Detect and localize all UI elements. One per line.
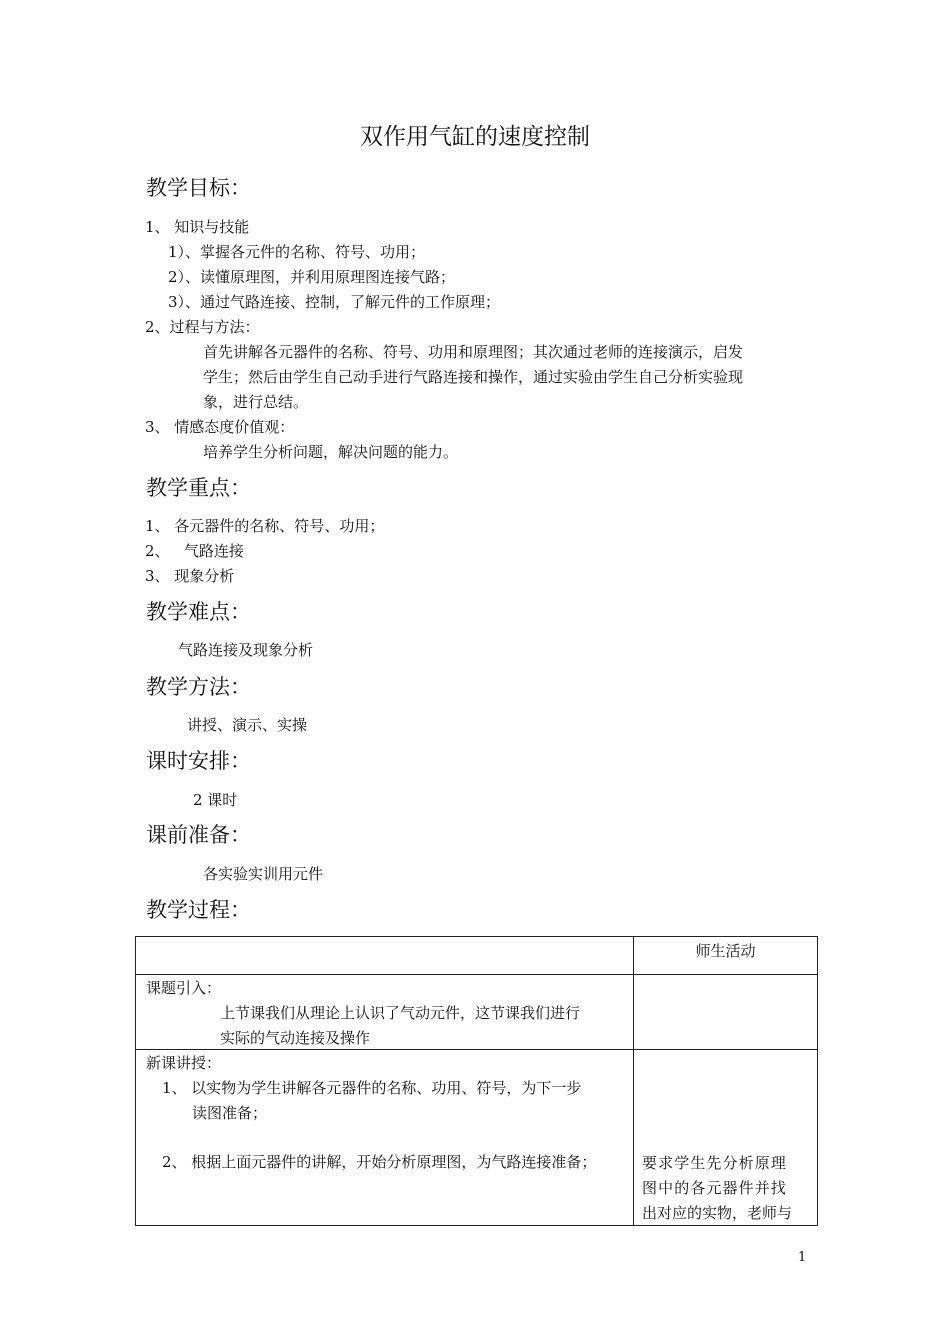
page-title: 双作用气缸的速度控制 (360, 124, 590, 150)
intro-line: 上节课我们从理论上认识了气动元件，这节课我们进行 (220, 1004, 581, 1022)
methods-text: 讲授、演示、实操 (187, 716, 308, 734)
new-lesson-cell (136, 1050, 634, 1226)
new-lesson-item-cont: 读图准备； (192, 1104, 268, 1122)
objective-item: 3）、通过气路连接、控制，了解元件的工作原理； (168, 293, 501, 311)
new-lesson-label: 新课讲授： (146, 1054, 222, 1072)
key-point-item: 1、 各元器件的名称、符号、功用； (145, 517, 385, 535)
preparation-heading: 课前准备： (146, 823, 251, 847)
schedule-heading: 课时安排： (146, 749, 251, 773)
objective-section-2: 2、过程与方法： (145, 318, 260, 336)
activity-line: 出对应的实物，老师与 (642, 1204, 793, 1222)
new-lesson-item: 1、 以实物为学生讲解各元器件的名称、功用、符号，为下一步 (162, 1079, 582, 1097)
activity-column-header: 师生活动 (695, 942, 756, 960)
objective-paragraph-line: 学生；然后由学生自己动手进行气路连接和操作，通过实验由学生自己分析实验现 (203, 368, 744, 386)
objective-section-3: 3、 情感态度价值观： (145, 418, 295, 436)
key-point-item: 3、 现象分析 (145, 567, 235, 585)
objective-item: 1）、掌握各元件的名称、符号、功用； (168, 243, 426, 261)
objective-section-1: 1、 知识与技能 (145, 218, 250, 236)
table-header-left (136, 937, 634, 975)
process-table (135, 936, 818, 1226)
objective-item: 2）、读懂原理图，并利用原理图连接气路； (168, 268, 456, 286)
new-lesson-item: 2、 根据上面元器件的讲解，开始分析原理图，为气路连接准备； (162, 1153, 597, 1171)
objective-paragraph-line: 首先讲解各元器件的名称、符号、功用和原理图；其次通过老师的连接演示，启发 (203, 343, 744, 361)
activity-line: 图中的各元器件并找 (642, 1179, 787, 1197)
process-heading: 教学过程： (146, 898, 251, 922)
key-point-item: 2、 气路连接 (145, 542, 244, 560)
intro-line: 实际的气动连接及操作 (220, 1029, 371, 1047)
new-lesson-activity-cell (634, 1050, 818, 1226)
page-number: 1 (798, 1250, 807, 1265)
table-row (136, 975, 818, 1050)
intro-activity-cell (634, 975, 818, 1050)
intro-cell (136, 975, 634, 1050)
intro-label: 课题引入： (146, 979, 222, 997)
objective-paragraph-line: 象，进行总结。 (203, 393, 309, 411)
difficulties-heading: 教学难点： (146, 600, 251, 624)
activity-line: 要求学生先分析原理 (642, 1154, 787, 1172)
table-header-row (136, 937, 818, 975)
schedule-text: 2 课时 (193, 791, 238, 809)
table-header-right (634, 937, 818, 975)
difficulties-text: 气路连接及现象分析 (178, 641, 314, 659)
table-row (136, 1050, 818, 1226)
preparation-text: 各实验实训用元件 (203, 865, 324, 883)
key-points-heading: 教学重点： (146, 476, 251, 500)
objective-paragraph-line: 培养学生分析问题，解决问题的能力。 (203, 443, 459, 461)
objectives-heading: 教学目标： (146, 176, 251, 200)
methods-heading: 教学方法： (146, 675, 251, 699)
